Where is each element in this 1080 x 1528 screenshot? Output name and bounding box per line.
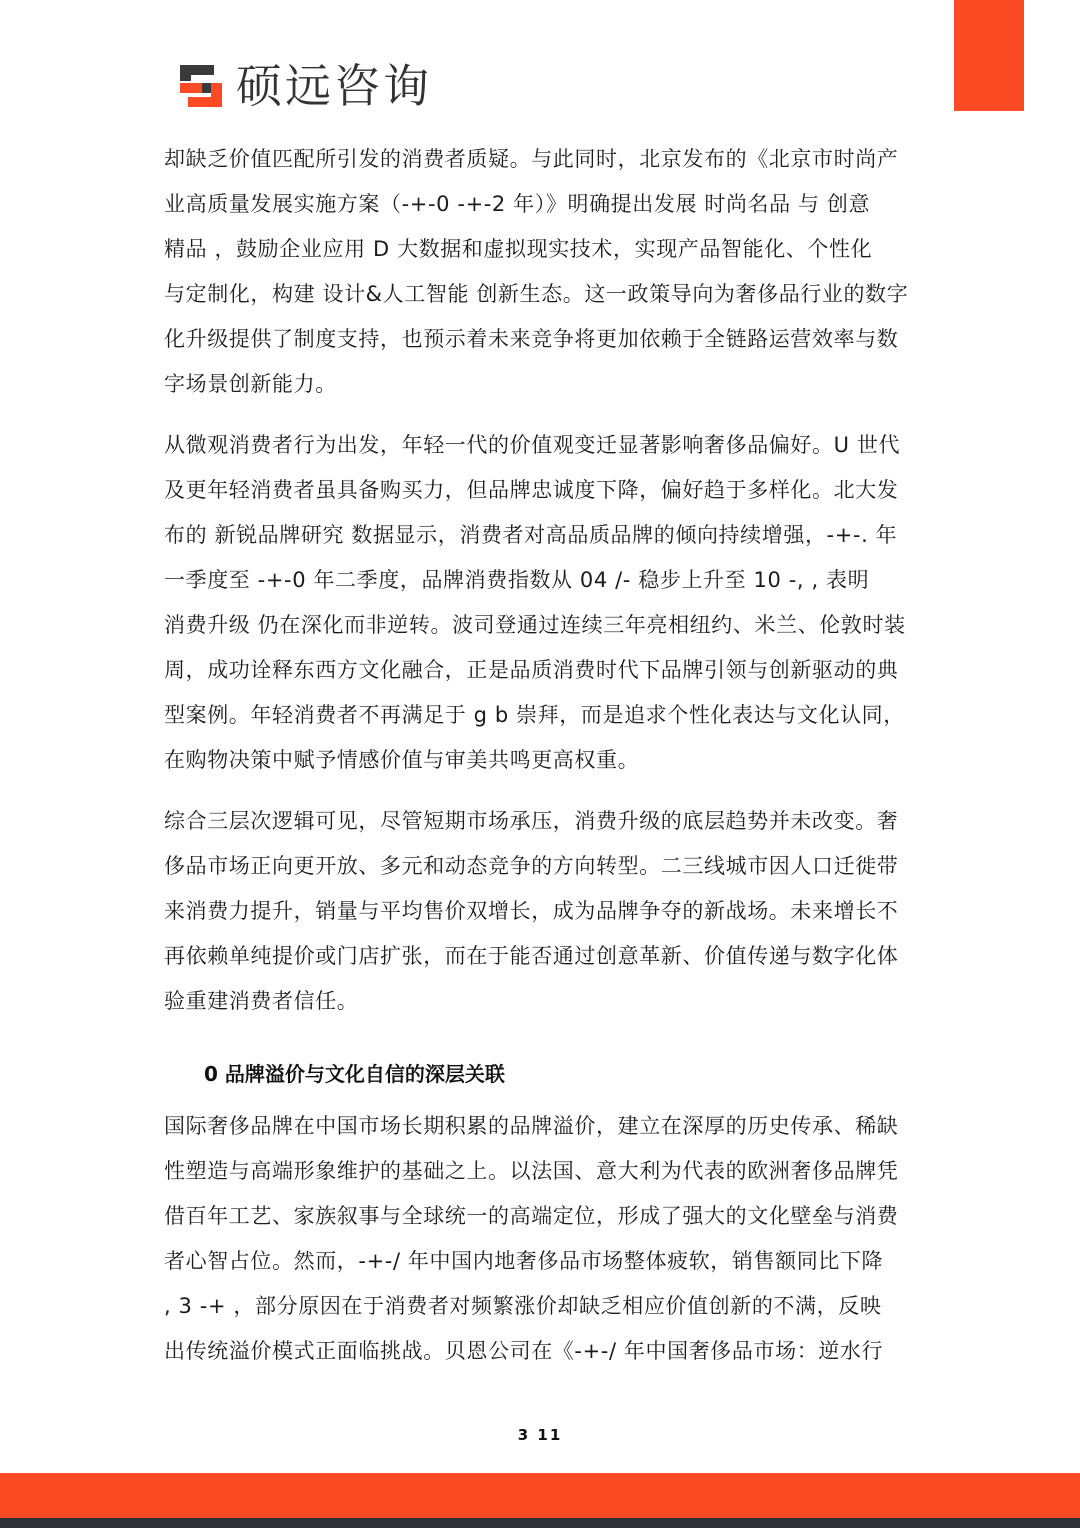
corner-accent-block (954, 0, 1024, 111)
document-body (164, 137, 916, 1390)
section-paragraph: 国际奢侈品牌在中国市场长期积累的品牌溢价，建立在深厚的历史传承、稀缺 性塑造与高端形象维护的基础之上。以法国、意大利为代表的欧洲奢侈品牌凭 借百年工艺、家族叙事与全球统一的高端定位，形成了强大的文化壁垒与消费 者心智占位。然而，-+-/ 年中国内地奢侈品市场整体疲软，销售额同比下降 , 3 -+ ，部分原因在于消费者对频繁涨价却缺乏相应价值创新的不满，反映 出传统溢价模式正面临挑战。贝恩公司在《-+-/ 年中国奢侈品市场：逆水行 (164, 1114, 899, 1363)
body-paragraph: 综合三层次逻辑可见，尽管短期市场承压，消费升级的底层趋势并未改变。奢 侈品市场正向更开放、多元和动态竞争的方向转型。二三线城市因人口迁徙带 来消费力提升，销量与平均售价双增长，成为品牌争夺的新战场。未来增长不 再依赖单纯提价或门店扩张，而在于能否通过创意革新、价值传递与数字化体 验重建消费者信任。 (164, 809, 899, 1013)
section-heading: 0 品牌溢价与文化自信的深层关联 (204, 1062, 505, 1086)
shuoyuan-logo-icon (176, 61, 226, 111)
footer-accent-bar (0, 1473, 1080, 1518)
footer-dark-strip (0, 1518, 1080, 1528)
body-paragraph: 从微观消费者行为出发，年轻一代的价值观变迁显著影响奢侈品偏好。U 世代 及更年轻消费者虽具备购买力，但品牌忠诚度下降，偏好趋于多样化。北大发 布的 新锐品牌研究 数据显示，消费者对高品质品牌的倾向持续增强，-+-. 年 一季度至 -+-0 年二季度，品牌消费指数从 04 /- 稳步上升至 10 -, , 表明 消费升级 仍在深化而非逆转。波司登通过连续三年亮相纽约、米兰、伦敦时装 周，成功诠释东西方文化融合，正是品质消费时代下品牌引领与创新驱动的典 型案例。年轻消费者不再满足于 g b 崇拜，而是追求个性化表达与文化认同， 在购物决策中赋予情感价值与审美共鸣更高权重。 (164, 433, 906, 772)
brand-name: 硕远咨询 (236, 59, 432, 113)
brand-logo (176, 58, 432, 114)
body-paragraph: 却缺乏价值匹配所引发的消费者质疑。与此同时，北京发布的《北京市时尚产 业高质量发展实施方案（-+-0 -+-2 年）》明确提出发展 时尚名品 与 创意 精品 ，鼓励企业应用 D 大数据和虚拟现实技术，实现产品智能化、个性化 与定制化，构建 设计&人工智能 创新生态。这一政策导向为奢侈品行业的数字 化升级提供了制度支持，也预示着未来竞争将更加依赖于全链路运营效率与数 字场景创新能力。 (164, 147, 909, 396)
page-number: 3 11 (517, 1426, 563, 1444)
